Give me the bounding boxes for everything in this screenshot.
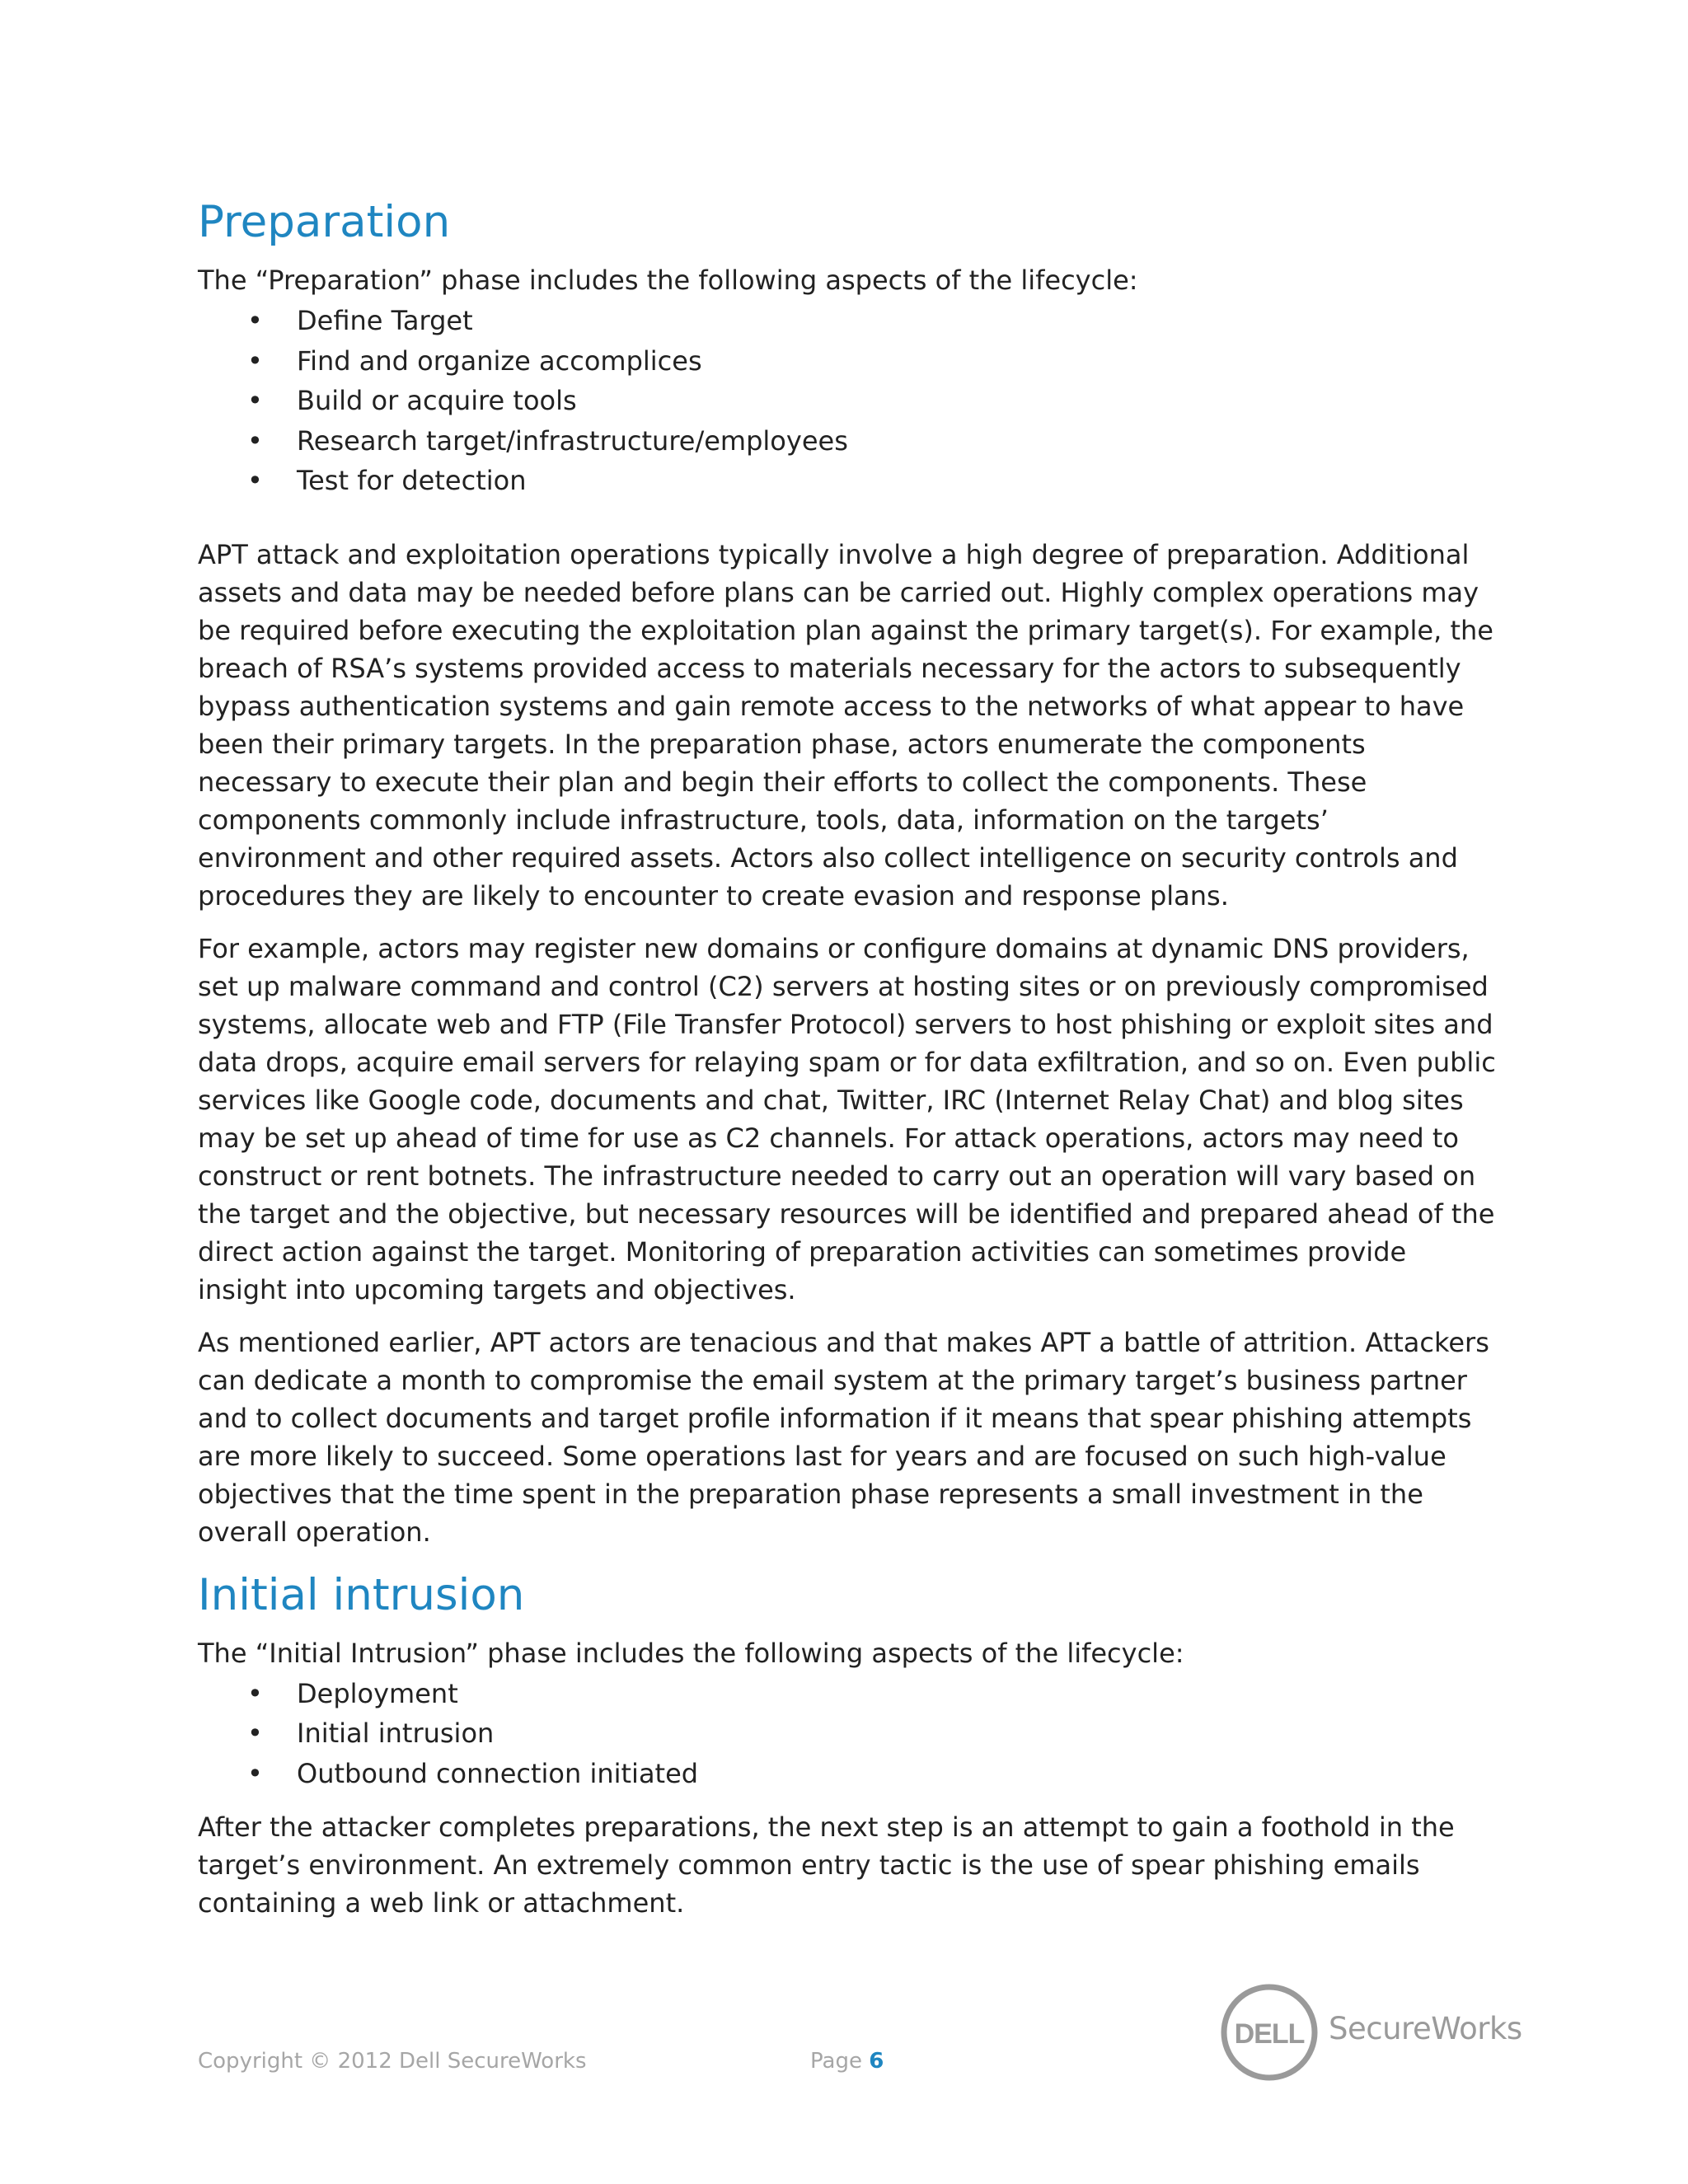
list-item bbox=[198, 341, 1500, 382]
bullet-icon: • bbox=[247, 385, 263, 416]
page-number: 6 bbox=[869, 2049, 884, 2074]
page-content bbox=[198, 188, 1500, 1922]
list-item bbox=[198, 1754, 1500, 1794]
list-item-text: Test for detection bbox=[297, 465, 527, 496]
list-item-text: Define Target bbox=[297, 305, 473, 336]
bullet-icon: • bbox=[247, 305, 263, 336]
body-paragraph: After the attacker completes preparations, the next step is an attempt to gain a foothold in the target’s environment. An extremely common entry tactic is the use of spear phishing emails containing a web link or attachment. bbox=[198, 1811, 1455, 1919]
list-item-text: Build or acquire tools bbox=[297, 385, 577, 416]
list-item bbox=[198, 381, 1500, 421]
initial-intrusion-intro: The “Initial Intrusion” phase includes the following aspects of the lifecycle: bbox=[198, 1637, 1184, 1669]
dell-logo-icon bbox=[1218, 1981, 1320, 2083]
list-item bbox=[198, 301, 1500, 341]
preparation-intro: The “Preparation” phase includes the following aspects of the lifecycle: bbox=[198, 265, 1138, 296]
bullet-icon: • bbox=[247, 1757, 263, 1789]
bullet-icon: • bbox=[247, 465, 263, 496]
list-item-text: Initial intrusion bbox=[297, 1718, 495, 1749]
list-item bbox=[198, 1674, 1500, 1714]
list-item-text: Deployment bbox=[297, 1677, 458, 1709]
list-item-text: Research target/infrastructure/employees bbox=[297, 424, 848, 457]
bullet-icon: • bbox=[247, 344, 263, 377]
bullet-icon: • bbox=[247, 424, 263, 457]
secureworks-wordmark: SecureWorks bbox=[1329, 2011, 1522, 2046]
list-item bbox=[198, 1713, 1500, 1754]
body-paragraph: For example, actors may register new domains or configure domains at dynamic DNS providers, set up malware command and control (C2) servers at hosting sites or on previously compromised systems, allocate web and FTP (File Transfer Protocol) servers to host phishing or exploit sites and data drops, acquire email servers for relaying spam or for data exfiltration, and so on. Even public services like Google code, documents and chat, Twitter, IRC (Internet Relay Chat) and blog sites may be set up ahead of time for use as C2 channels. For attack operations, actors may need to construct or rent botnets. The infrastructure needed to carry out an operation will vary based on the target and the objective, but necessary resources will be identified and prepared ahead of the direct action against the target. Monitoring of preparation activities can sometimes provide insight into upcoming targets and objectives. bbox=[198, 932, 1496, 1305]
initial-intrusion-bullet-list bbox=[198, 1674, 1500, 1794]
list-item-text: Outbound connection initiated bbox=[297, 1757, 699, 1789]
section-heading-initial-intrusion: Initial intrusion bbox=[198, 1569, 525, 1620]
list-item bbox=[198, 461, 1500, 501]
footer-copyright: Copyright © 2012 Dell SecureWorks bbox=[198, 2049, 587, 2074]
page-label: Page bbox=[810, 2049, 862, 2074]
preparation-bullet-list bbox=[198, 301, 1500, 501]
list-item bbox=[198, 421, 1500, 462]
dell-logo-mark-text: DELL bbox=[1234, 2018, 1305, 2050]
body-paragraph: APT attack and exploitation operations typically involve a high degree of preparation. Additional assets and data may be needed before plans can be carried out. Highly complex operations may be required before executing the exploitation plan against the primary target(s). For example, the breach of RSA’s systems provided access to materials necessary for the actors to subsequently bypass authentication systems and gain remote access to the networks of what appear to have been their primary targets. In the preparation phase, actors enumerate the components necessary to execute their plan and begin their efforts to collect the components. These components commonly include infrastructure, tools, data, information on the targets’ environment and other required assets. Actors also collect intelligence on security controls and procedures they are likely to encounter to create evasion and response plans. bbox=[198, 538, 1493, 912]
bullet-icon: • bbox=[247, 1677, 263, 1709]
list-item-text: Find and organize accomplices bbox=[297, 344, 702, 377]
dell-secureworks-logo bbox=[1218, 1981, 1522, 2080]
body-paragraph: As mentioned earlier, APT actors are tenacious and that makes APT a battle of attrition. Attackers can dedicate a month to compromise the email system at the primary target’s business partner and to collect documents and target profile information if it means that spear phishing attempts are more likely to succeed. Some operations last for years and are focused on such high-value objectives that the time spent in the preparation phase represents a small investment in the overall operation. bbox=[198, 1326, 1489, 1548]
footer-page-indicator bbox=[810, 2049, 884, 2074]
bullet-icon: • bbox=[247, 1718, 263, 1749]
section-heading-preparation: Preparation bbox=[198, 197, 451, 247]
